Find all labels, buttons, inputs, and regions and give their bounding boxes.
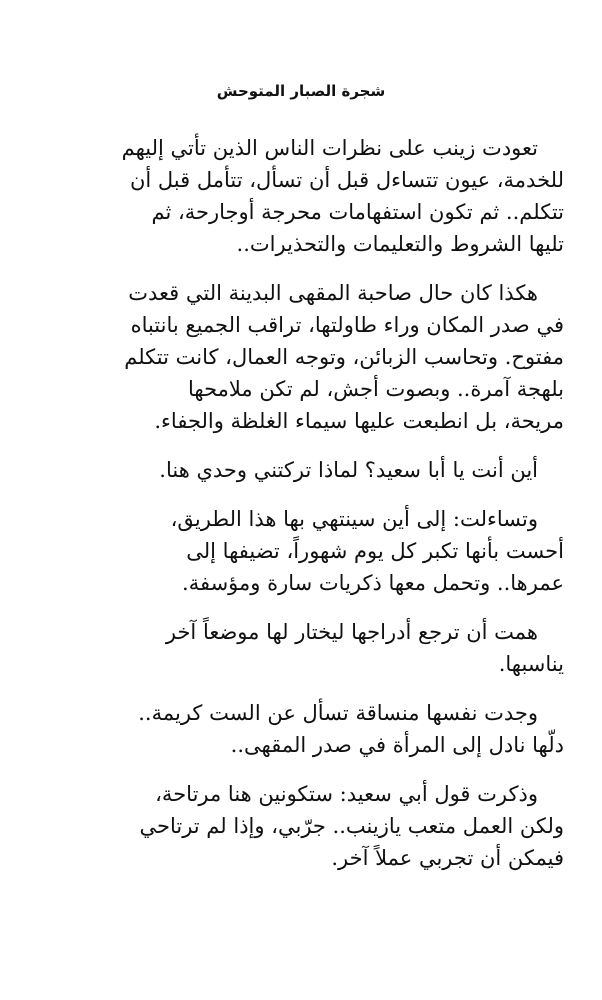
paragraph-line: أين أنت يا أبا سعيد؟ لماذا تركتني وحدي هنا. (159, 458, 538, 482)
paragraph-2 (38, 277, 564, 437)
paragraph-line: مريحة، بل انطبعت عليها سيماء الغلظة والجفاء. (154, 409, 564, 433)
paragraph-line: أحست بأنها تكبر كل يوم شهوراً، تضيفها إلى (186, 539, 564, 563)
story-title: شجرة الصبار المتوحش (216, 82, 386, 100)
paragraph-line: تعودت زينب على نظرات الناس الذين تأتي إليهم (121, 136, 538, 160)
paragraph-line: همت أن ترجع أدراجها ليختار لها موضعاً آخر (165, 620, 538, 644)
paragraph-5 (38, 616, 564, 680)
paragraph-3 (38, 454, 564, 486)
paragraph-7 (38, 778, 564, 874)
paragraph-1 (38, 132, 564, 260)
paragraph-line: وتساءلت: إلى أين سينتهي بها هذا الطريق، (170, 507, 538, 531)
paragraph-line: عمرها.. وتحمل معها ذكريات سارة ومؤسفة. (182, 571, 564, 595)
paragraph-line: فيمكن أن تجربي عملاً آخر. (331, 846, 564, 870)
paragraph-line: للخدمة، عيون تتساءل قبل أن تسأل، تتأمل قبل أن (129, 168, 564, 192)
paragraph-line: بلهجة آمرة.. وبصوت أجش، لم تكن ملامحها (187, 377, 564, 401)
paragraph-line: وذكرت قول أبي سعيد: ستكونين هنا مرتاحة، (155, 782, 538, 806)
paragraph-line: هكذا كان حال صاحبة المقهى البدينة التي قعدت (128, 281, 538, 305)
paragraph-line: ولكن العمل متعب يازينب.. جرّبي، وإذا لم ترتاحي (139, 814, 564, 838)
story-body (38, 132, 564, 891)
paragraph-line: يناسبها. (498, 652, 564, 676)
paragraph-line: وجدت نفسها منساقة تسأل عن الست كريمة.. (138, 701, 538, 725)
paragraph-line: تتكلم.. ثم تكون استفهامات محرجة أوجارحة، ثم (151, 200, 564, 224)
paragraph-line: تليها الشروط والتعليمات والتحذيرات.. (236, 232, 564, 256)
paragraph-line: في صدر المكان وراء طاولتها، تراقب الجميع بانتباه (130, 313, 564, 337)
paragraph-6 (38, 697, 564, 761)
paragraph-line: دلّها نادل إلى المرأة في صدر المقهى.. (230, 733, 564, 757)
paragraph-4 (38, 503, 564, 599)
paragraph-line: مفتوح. وتحاسب الزبائن، وتوجه العمال، كانت تتكلم (124, 345, 564, 369)
